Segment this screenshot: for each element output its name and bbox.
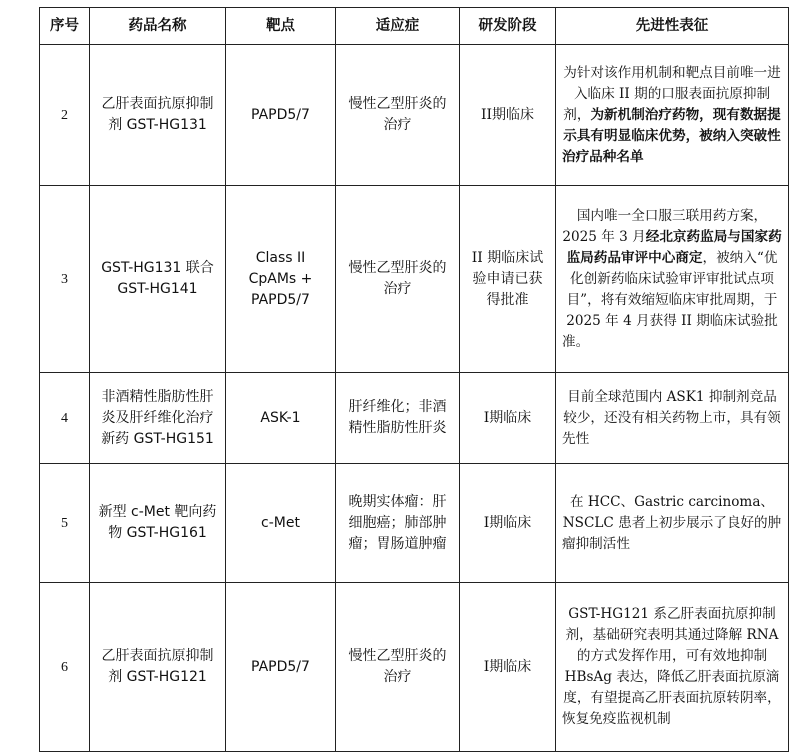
header-indication: 适应症 — [336, 8, 460, 45]
cell-drug-name: 非酒精性脂肪性肝炎及肝纤维化治疗新药 GST-HG151 — [90, 373, 226, 464]
header-no: 序号 — [40, 8, 90, 45]
cell-target: PAPD5/7 — [226, 45, 336, 186]
cell-target: PAPD5/7 — [226, 583, 336, 752]
cell-indication: 慢性乙型肝炎的治疗 — [336, 186, 460, 373]
cell-drug-name: 乙肝表面抗原抑制剂 GST-HG121 — [90, 583, 226, 752]
header-drug-name: 药品名称 — [90, 8, 226, 45]
cell-indication: 慢性乙型肝炎的治疗 — [336, 583, 460, 752]
header-advantage: 先进性表征 — [556, 8, 789, 45]
header-target: 靶点 — [226, 8, 336, 45]
cell-stage: II 期临床试验申请已获得批准 — [460, 186, 556, 373]
cell-advantage — [556, 464, 789, 583]
cell-indication: 慢性乙型肝炎的治疗 — [336, 45, 460, 186]
cell-target: c-Met — [226, 464, 336, 583]
cell-no: 2 — [40, 45, 90, 186]
advantage-text: 为针对该作用机制和靶点目前唯一进入临床 II 期的口服表面抗原抑制剂， — [563, 64, 781, 123]
advantage-emphasis: 经北京药监局与国家药监局药品审评中心商定 — [566, 228, 782, 266]
cell-advantage — [556, 186, 789, 373]
header-row — [40, 8, 789, 45]
cell-target: Class II CpAMs + PAPD5/7 — [226, 186, 336, 373]
cell-stage: I期临床 — [460, 464, 556, 583]
table-row — [40, 583, 789, 752]
advantage-text: 在 HCC、Gastric carcinoma、NSCLC 患者上初步展示了良好的肿瘤抑制活性 — [562, 493, 782, 552]
cell-no: 5 — [40, 464, 90, 583]
table-row — [40, 373, 789, 464]
cell-stage: I期临床 — [460, 373, 556, 464]
cell-advantage — [556, 45, 789, 186]
cell-stage: II期临床 — [460, 45, 556, 186]
cell-advantage — [556, 373, 789, 464]
cell-indication: 肝纤维化；非酒精性脂肪性肝炎 — [336, 373, 460, 464]
table-row — [40, 45, 789, 186]
cell-advantage — [556, 583, 789, 752]
header-stage: 研发阶段 — [460, 8, 556, 45]
table-row — [40, 186, 789, 373]
cell-indication: 晚期实体瘤：肝细胞癌；肺部肿瘤；胃肠道肿瘤 — [336, 464, 460, 583]
advantage-text: GST-HG121 系乙肝表面抗原抑制剂，基础研究表明其通过降解 RNA 的方式发挥作用，可有效地抑制 HBsAg 表达，降低乙肝表面抗原滴度，有望提高乙肝表面抗原转阴率，恢复免疫监视机制 — [562, 606, 781, 727]
cell-drug-name: GST-HG131 联合 GST-HG141 — [90, 186, 226, 373]
advantage-emphasis: 为新机制治疗药物，现有数据提示具有明显临床优势，被纳入突破性治疗品种名单 — [562, 106, 781, 165]
cell-target: ASK-1 — [226, 373, 336, 464]
table-row — [40, 464, 789, 583]
cell-drug-name: 新型 c-Met 靶向药物 GST-HG161 — [90, 464, 226, 583]
advantage-text: 国内唯一全口服三联用药方案，2025 年 3 月 — [562, 207, 768, 245]
cell-drug-name: 乙肝表面抗原抑制剂 GST-HG131 — [90, 45, 226, 186]
cell-no: 6 — [40, 583, 90, 752]
cell-no: 4 — [40, 373, 90, 464]
drug-pipeline-table — [39, 7, 789, 752]
cell-stage: I期临床 — [460, 583, 556, 752]
cell-no: 3 — [40, 186, 90, 373]
advantage-text-tail: ，被纳入“优化创新药临床试验审评审批试点项目”，将有效缩短临床审批周期，于 2025 年 4 月获得 II 期临床试验批准。 — [562, 249, 778, 350]
advantage-text: 目前全球范围内 ASK1 抑制剂竞品较少，还没有相关药物上市，具有领先性 — [562, 388, 781, 447]
